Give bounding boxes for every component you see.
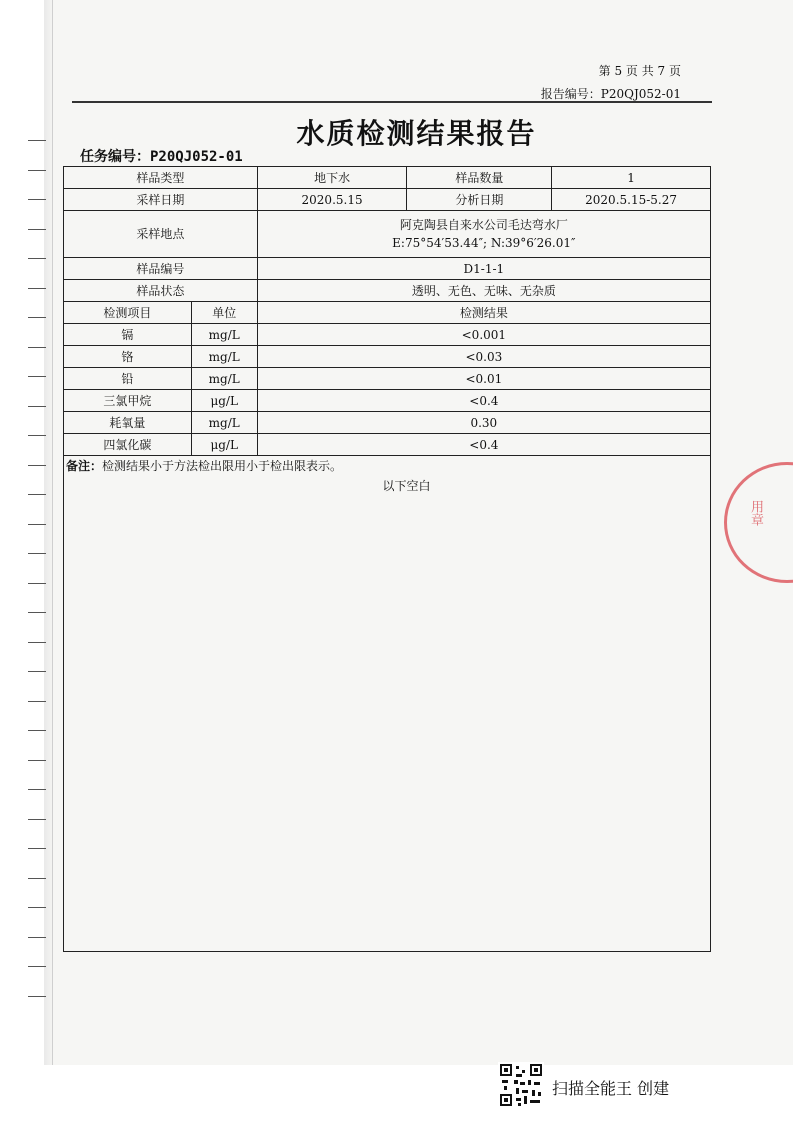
remark-label: 备注： — [66, 459, 103, 473]
header-item: 检测项目 — [64, 302, 192, 324]
location-label: 采样地点 — [64, 211, 258, 258]
binder-mark — [28, 671, 46, 672]
binder-mark — [28, 760, 46, 761]
binder-mark — [28, 494, 46, 495]
binder-mark — [28, 170, 46, 171]
result-value: <0.4 — [257, 434, 710, 456]
binder-mark — [28, 966, 46, 967]
table-row — [64, 346, 711, 368]
binder-mark — [28, 583, 46, 584]
result-value: <0.001 — [257, 324, 710, 346]
table-row — [64, 390, 711, 412]
binder-mark — [28, 553, 46, 554]
sample-type-value: 地下水 — [257, 167, 407, 189]
binder-mark — [28, 612, 46, 613]
result-unit: μg/L — [191, 434, 257, 456]
location-name: 阿克陶县自来水公司毛达弯水厂 — [399, 218, 568, 232]
sample-type-label: 样品类型 — [64, 167, 258, 189]
result-item: 耗氧量 — [64, 412, 192, 434]
qr-code-icon — [498, 1062, 544, 1108]
table-row — [64, 368, 711, 390]
sample-state-label: 样品状态 — [64, 280, 258, 302]
sampling-date-label: 采样日期 — [64, 189, 258, 211]
results-header-row — [64, 302, 711, 324]
result-unit: mg/L — [191, 324, 257, 346]
result-value: <0.03 — [257, 346, 710, 368]
location-value — [257, 211, 710, 258]
binder-mark — [28, 730, 46, 731]
sample-state-value: 透明、无色、无味、无杂质 — [257, 280, 710, 302]
table-row — [64, 280, 711, 302]
report-number: 报告编号：P20QJ052-01 — [540, 87, 681, 101]
remark — [66, 457, 342, 474]
binder-mark — [28, 288, 46, 289]
page-number: 第 5 页 共 7 页 — [598, 64, 681, 78]
binder-marks — [28, 140, 48, 1020]
binder-mark — [28, 199, 46, 200]
binder-mark — [28, 317, 46, 318]
binder-mark — [28, 878, 46, 879]
sample-qty-label: 样品数量 — [407, 167, 552, 189]
result-item: 铬 — [64, 346, 192, 368]
page-info — [541, 62, 681, 102]
sampling-date-value: 2020.5.15 — [257, 189, 407, 211]
binder-mark — [28, 907, 46, 908]
remark-text: 检测结果小于方法检出限用小于检出限表示。 — [102, 459, 343, 473]
result-value: 0.30 — [257, 412, 710, 434]
result-value: <0.01 — [257, 368, 710, 390]
seal-text: 用章 — [748, 500, 763, 526]
binder-mark — [28, 376, 46, 377]
binder-mark — [28, 347, 46, 348]
binder-mark — [28, 937, 46, 938]
task-number: 任务编号：P20QJ052-01 — [80, 149, 243, 165]
header-result: 检测结果 — [257, 302, 710, 324]
result-item: 四氯化碳 — [64, 434, 192, 456]
binder-mark — [28, 701, 46, 702]
result-item: 铅 — [64, 368, 192, 390]
scanner-brand-label: 扫描全能王 创建 — [552, 1079, 670, 1098]
binder-mark — [28, 406, 46, 407]
binder-mark — [28, 848, 46, 849]
binder-mark — [28, 258, 46, 259]
header-unit: 单位 — [191, 302, 257, 324]
table-row — [64, 324, 711, 346]
table-row — [64, 189, 711, 211]
result-unit: mg/L — [191, 346, 257, 368]
table-row — [64, 434, 711, 456]
table-row — [64, 167, 711, 189]
binder-mark — [28, 524, 46, 525]
location-coordinates: E:75°54′53.44″; N:39°6′26.01″ — [392, 236, 576, 250]
sample-qty-value: 1 — [552, 167, 711, 189]
result-unit: μg/L — [191, 390, 257, 412]
analysis-date-value: 2020.5.15-5.27 — [552, 189, 711, 211]
result-item: 镉 — [64, 324, 192, 346]
header-rule — [72, 101, 712, 103]
table-row — [64, 211, 711, 258]
binder-mark — [28, 465, 46, 466]
footer-area — [0, 1065, 793, 1122]
table-row — [64, 258, 711, 280]
result-unit: mg/L — [191, 412, 257, 434]
sample-no-value: D1-1-1 — [257, 258, 710, 280]
table-row — [64, 412, 711, 434]
document-title: 水质检测结果报告 — [296, 117, 537, 150]
result-value: <0.4 — [257, 390, 710, 412]
binder-mark — [28, 819, 46, 820]
binder-mark — [28, 996, 46, 997]
report-table — [63, 166, 711, 456]
blank-below-note: 以下空白 — [382, 479, 431, 493]
result-unit: mg/L — [191, 368, 257, 390]
binder-mark — [28, 642, 46, 643]
sample-no-label: 样品编号 — [64, 258, 258, 280]
binder-mark — [28, 789, 46, 790]
analysis-date-label: 分析日期 — [407, 189, 552, 211]
binder-mark — [28, 229, 46, 230]
binder-mark — [28, 435, 46, 436]
result-item: 三氯甲烷 — [64, 390, 192, 412]
